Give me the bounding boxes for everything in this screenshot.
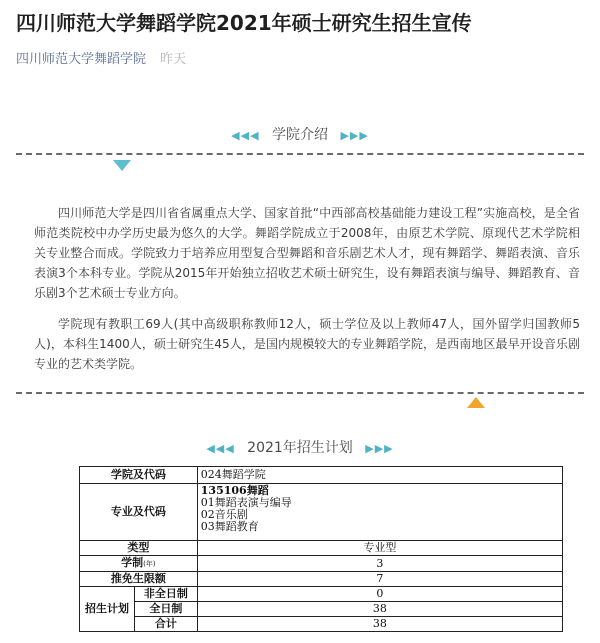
type-label: 类型	[80, 541, 198, 556]
publish-date: 昨天	[160, 52, 187, 67]
arrows-right-icon: ▶▶▶	[365, 442, 394, 455]
table-row	[80, 617, 563, 632]
direction-item: 01舞蹈表演与编导	[200, 496, 292, 509]
plan-label: 招生计划	[80, 587, 135, 632]
major-code: 135106舞蹈	[200, 484, 269, 497]
college-value: 024舞蹈学院	[197, 467, 562, 484]
table-row	[80, 467, 563, 484]
dashed-divider-bottom	[16, 392, 584, 394]
account-name-link[interactable]: 四川师范大学舞蹈学院	[16, 52, 147, 67]
plan-row-value: 0	[197, 587, 562, 602]
plan-row-value: 38	[197, 602, 562, 617]
triangle-up-icon	[467, 397, 485, 408]
duration-value: 3	[197, 556, 562, 572]
section-heading-intro	[0, 124, 600, 144]
direction-item: 02音乐剧	[200, 508, 248, 521]
exempt-value: 7	[197, 572, 562, 587]
article-meta	[16, 48, 186, 67]
intro-paragraph-1: 四川师范大学是四川省省属重点大学、国家首批“中西部高校基础能力建设工程”实施高校，是全省师范类院校中办学历史最为悠久的大学。舞蹈学院成立于2008年，由原艺术学院、原现代艺术学院相关专业整合而成。学院致力于培养应用型复合型舞蹈和音乐剧艺术人才，现有舞蹈学、舞蹈表演、音乐表演3个本科专业。学院从2015年开始独立招收艺术硕士研究生，设有舞蹈表演与编导、舞蹈教育、音乐剧3个艺术硕士专业方向。	[34, 206, 580, 300]
plan-row-label: 合计	[134, 617, 197, 632]
table-row	[80, 587, 563, 602]
exempt-label: 推免生限额	[80, 572, 198, 587]
direction-item: 03舞蹈教育	[200, 520, 259, 533]
major-cell	[197, 484, 562, 541]
section-heading-plan	[0, 437, 600, 457]
admission-plan-table	[79, 466, 563, 632]
table-row	[80, 556, 563, 572]
plan-row-label: 非全日制	[134, 587, 197, 602]
duration-label-text: 学制	[121, 556, 144, 569]
plan-row-label: 全日制	[134, 602, 197, 617]
plan-row-value: 38	[197, 617, 562, 632]
table-row	[80, 484, 563, 541]
article-title: 四川师范大学舞蹈学院2021年硕士研究生招生宣传	[16, 11, 472, 35]
table-row	[80, 602, 563, 617]
table-row	[80, 572, 563, 587]
table-row	[80, 541, 563, 556]
triangle-down-icon	[113, 160, 131, 171]
college-label: 学院及代码	[80, 467, 198, 484]
dashed-divider-top	[16, 153, 584, 155]
major-label: 专业及代码	[80, 484, 198, 541]
arrows-right-icon: ▶▶▶	[340, 129, 369, 142]
type-value: 专业型	[197, 541, 562, 556]
arrows-left-icon: ◀◀◀	[206, 442, 235, 455]
section-heading-label: 学院介绍	[272, 127, 328, 143]
section-heading-label: 2021年招生计划	[247, 440, 353, 456]
intro-paragraph-2: 学院现有教职工69人(其中高级职称教师12人，硕士学位及以上教师47人，国外留学归国教师5人)，本科生1400人，硕士研究生45人，是国内规模较大的专业舞蹈学院，是西南地区最早开设音乐剧专业的艺术类学院。	[34, 317, 580, 371]
duration-unit: (年)	[143, 560, 156, 568]
duration-label	[80, 556, 198, 572]
arrows-left-icon: ◀◀◀	[231, 129, 260, 142]
